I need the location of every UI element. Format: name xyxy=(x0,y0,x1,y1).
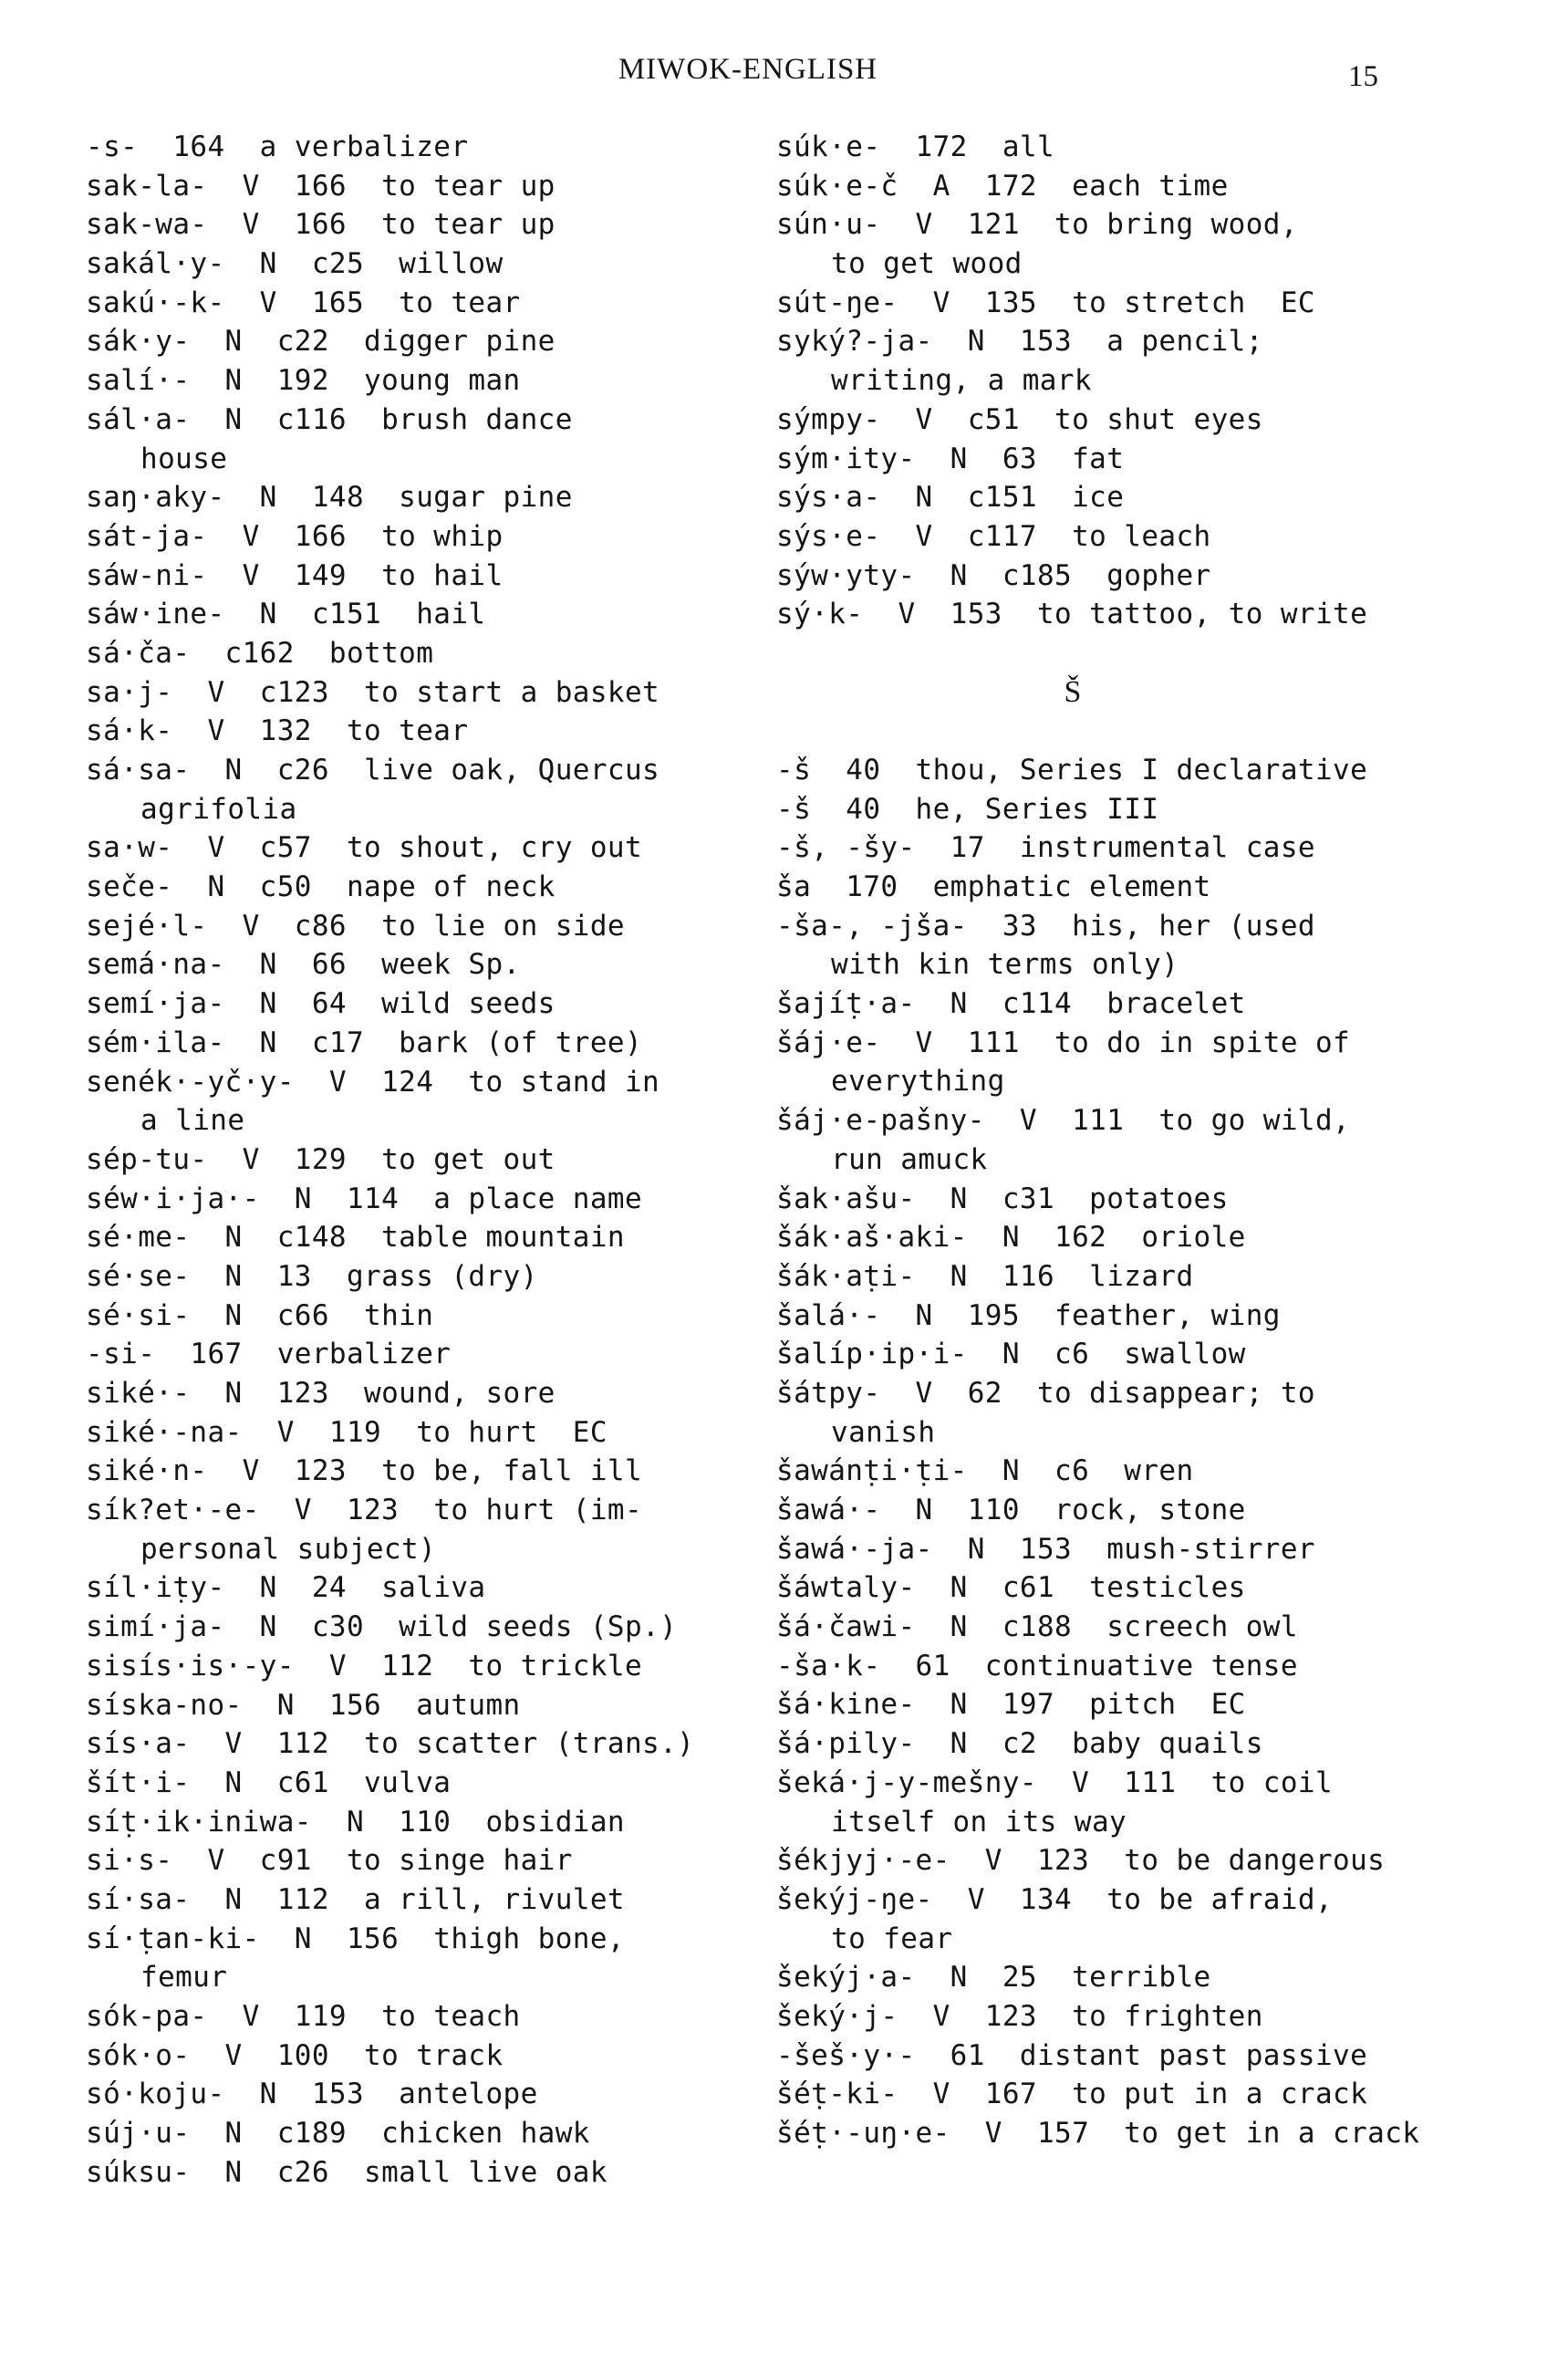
dictionary-entry: šawá·- N 110 rock, stone xyxy=(776,1494,1246,1526)
page-header xyxy=(0,53,1568,99)
dictionary-entry: šajíṭ·a- N c114 bracelet xyxy=(776,987,1246,1021)
dictionary-entry: -š, -šy- 17 instrumental case xyxy=(776,831,1315,865)
dictionary-entry: sejé·l- V c86 to lie on side xyxy=(86,909,625,943)
entry-continuation: house xyxy=(140,442,228,475)
dictionary-entry: šéṭ·-uŋ·e- V 157 to get in a crack xyxy=(776,2117,1420,2150)
dictionary-entry: sál·a- N c116 brush dance xyxy=(86,402,573,436)
entry-continuation: a line xyxy=(140,1104,245,1138)
dictionary-entry: semá·na- N 66 week Sp. xyxy=(86,948,521,982)
entry-continuation: everything xyxy=(831,1065,1005,1099)
dictionary-entry: šalíp·ip·i- N c6 swallow xyxy=(776,1338,1246,1371)
dictionary-entry: šáj·e-pašny- V 111 to go wild, xyxy=(776,1104,1351,1138)
dictionary-entry: sým·ity- N 63 fat xyxy=(776,442,1125,475)
dictionary-entry: sók-pa- V 119 to teach xyxy=(86,2000,521,2033)
dictionary-entry: séw·i·ja·- N 114 a place name xyxy=(86,1182,643,1215)
entry-continuation: writing, a mark xyxy=(831,364,1092,398)
dictionary-entry: sé·si- N c66 thin xyxy=(86,1298,434,1332)
left-column xyxy=(86,128,815,2192)
dictionary-entry: sa·j- V c123 to start a basket xyxy=(86,675,660,709)
dictionary-entry: sís·a- V 112 to scatter (trans.) xyxy=(86,1727,695,1761)
dictionary-entry: šak·ašu- N c31 potatoes xyxy=(776,1182,1229,1215)
dictionary-entry: šawánṭi·ṭi- N c6 wren xyxy=(776,1454,1194,1488)
dictionary-entry: šékjyj·-e- V 123 to be dangerous xyxy=(776,1844,1386,1878)
dictionary-entry: síṭ·ik·iniwa- N 110 obsidian xyxy=(86,1805,625,1839)
dictionary-entry: šák·aš·aki- N 162 oriole xyxy=(776,1221,1246,1255)
dictionary-entry: šáwtaly- N c61 testicles xyxy=(776,1571,1246,1605)
dictionary-entry: šátpy- V 62 to disappear; to xyxy=(776,1376,1315,1410)
dictionary-entry: šá·čawi- N c188 screech owl xyxy=(776,1610,1298,1644)
dictionary-entry: siké·- N 123 wound, sore xyxy=(86,1377,556,1410)
dictionary-entry: seče- N c50 nape of neck xyxy=(86,870,556,904)
dictionary-entry: sém·ila- N c17 bark (of tree) xyxy=(86,1026,643,1059)
dictionary-entry: -šeš·y·- 61 distant past passive xyxy=(776,2038,1368,2072)
dictionary-entry: salí·- N 192 young man xyxy=(86,364,521,398)
dictionary-entry: súj·u- N c189 chicken hawk xyxy=(86,2117,590,2151)
entry-continuation: agrifolia xyxy=(140,792,297,826)
section-letter-heading: Š xyxy=(1064,674,1082,709)
right-column xyxy=(776,128,1506,2153)
dictionary-entry: sún·u- V 121 to bring wood, xyxy=(776,208,1298,242)
dictionary-entry: súksu- N c26 small live oak xyxy=(86,2155,607,2189)
dictionary-entry: šalá·- N 195 feather, wing xyxy=(776,1298,1281,1332)
dictionary-entry: sá·ča- c162 bottom xyxy=(86,636,434,670)
dictionary-entry: sáw-ni- V 149 to hail xyxy=(86,558,504,592)
entry-continuation: femur xyxy=(140,1961,228,1995)
dictionary-entry: sé·me- N c148 table mountain xyxy=(86,1221,625,1255)
dictionary-entry: senék·-yč·y- V 124 to stand in xyxy=(86,1065,660,1099)
dictionary-entry: siké·n- V 123 to be, fall ill xyxy=(86,1454,643,1488)
dictionary-entry: sép-tu- V 129 to get out xyxy=(86,1142,556,1176)
dictionary-entry: sák·y- N c22 digger pine xyxy=(86,325,556,359)
dictionary-entry: šá·pily- N c2 baby quails xyxy=(776,1727,1263,1761)
running-title: MIWOK-ENGLISH xyxy=(618,53,878,86)
page-number: 15 xyxy=(1348,60,1378,93)
dictionary-entry: sáw·ine- N c151 hail xyxy=(86,598,486,631)
dictionary-entry: sýs·a- N c151 ice xyxy=(776,481,1125,515)
dictionary-entry: sút-ŋe- V 135 to stretch EC xyxy=(776,286,1315,319)
dictionary-entry: šáj·e- V 111 to do in spite of xyxy=(776,1026,1351,1059)
entry-continuation: to fear xyxy=(831,1922,953,1955)
dictionary-entry: semí·ja- N 64 wild seeds xyxy=(86,987,556,1021)
dictionary-entry: šeká·j-y-mešny- V 111 to coil xyxy=(776,1766,1334,1799)
dictionary-entry: šawá·-ja- N 153 mush-stirrer xyxy=(776,1532,1315,1566)
entry-continuation: run amuck xyxy=(831,1142,988,1176)
entry-continuation: personal subject) xyxy=(140,1532,437,1566)
entry-continuation: with kin terms only) xyxy=(831,948,1179,982)
dictionary-entry: šít·i- N c61 vulva xyxy=(86,1766,452,1799)
entry-continuation: vanish xyxy=(831,1415,936,1449)
dictionary-entry: -š 40 thou, Series I declarative xyxy=(776,753,1368,786)
dictionary-entry: sí·ṭan-ki- N 156 thigh bone, xyxy=(86,1922,625,1955)
dictionary-entry: sý·k- V 153 to tattoo, to write xyxy=(776,598,1368,631)
dictionary-entry: simí·ja- N c30 wild seeds (Sp.) xyxy=(86,1610,678,1644)
dictionary-entry: šák·aṭi- N 116 lizard xyxy=(776,1259,1194,1293)
dictionary-entry: sýs·e- V c117 to leach xyxy=(776,519,1211,553)
dictionary-entry: sí·sa- N 112 a rill, rivulet xyxy=(86,1882,625,1916)
dictionary-entry: sa·w- V c57 to shout, cry out xyxy=(86,831,643,865)
dictionary-entry: sisís·is·-y- V 112 to trickle xyxy=(86,1649,643,1682)
dictionary-entry: súk·e-č A 172 each time xyxy=(776,169,1229,203)
dictionary-entry: sá·k- V 132 to tear xyxy=(86,714,469,748)
dictionary-entry: -ša·k- 61 continuative tense xyxy=(776,1649,1298,1682)
dictionary-entry: sát-ja- V 166 to whip xyxy=(86,519,504,553)
dictionary-entry: sík?et·-e- V 123 to hurt (im- xyxy=(86,1494,643,1527)
dictionary-entry: só·koju- N 153 antelope xyxy=(86,2078,538,2111)
entry-continuation: itself on its way xyxy=(831,1805,1127,1839)
dictionary-entry: syký?-ja- N 153 a pencil; xyxy=(776,325,1263,359)
dictionary-entry: -ša-, -jša- 33 his, her (used xyxy=(776,909,1315,943)
dictionary-entry: súk·e- 172 all xyxy=(776,130,1055,163)
dictionary-entry: sýmpy- V c51 to shut eyes xyxy=(776,402,1263,436)
dictionary-entry: -s- 164 a verbalizer xyxy=(86,130,469,163)
dictionary-entry: saŋ·aky- N 148 sugar pine xyxy=(86,481,573,515)
entry-continuation: to get wood xyxy=(831,247,1023,281)
dictionary-entry: síska-no- N 156 autumn xyxy=(86,1688,521,1722)
dictionary-entry: sé·se- N 13 grass (dry) xyxy=(86,1259,538,1293)
dictionary-entry: síl·iṭy- N 24 saliva xyxy=(86,1571,486,1605)
dictionary-entry: šekýj·a- N 25 terrible xyxy=(776,1961,1211,1995)
dictionary-entry: ša 170 emphatic element xyxy=(776,870,1211,903)
dictionary-entry: -si- 167 verbalizer xyxy=(86,1338,452,1371)
dictionary-entry: šéṭ-ki- V 167 to put in a crack xyxy=(776,2078,1368,2111)
dictionary-entry: si·s- V c91 to singe hair xyxy=(86,1844,573,1878)
dictionary-entry: sak-wa- V 166 to tear up xyxy=(86,208,556,242)
dictionary-entry: -š 40 he, Series III xyxy=(776,792,1159,826)
dictionary-entry: šeký·j- V 123 to frighten xyxy=(776,1999,1263,2033)
dictionary-entry: sakál·y- N c25 willow xyxy=(86,247,504,281)
dictionary-entry: sakú·-k- V 165 to tear xyxy=(86,286,521,319)
dictionary-entry: šá·kine- N 197 pitch EC xyxy=(776,1688,1246,1722)
dictionary-entry: sýw·yty- N c185 gopher xyxy=(776,558,1211,592)
dictionary-entry: siké·-na- V 119 to hurt EC xyxy=(86,1415,607,1449)
dictionary-entry: sók·o- V 100 to track xyxy=(86,2038,504,2072)
dictionary-entry: sak-la- V 166 to tear up xyxy=(86,169,556,203)
dictionary-entry: sá·sa- N c26 live oak, Quercus xyxy=(86,754,660,786)
dictionary-entry: šekýj-ŋe- V 134 to be afraid, xyxy=(776,1882,1334,1916)
